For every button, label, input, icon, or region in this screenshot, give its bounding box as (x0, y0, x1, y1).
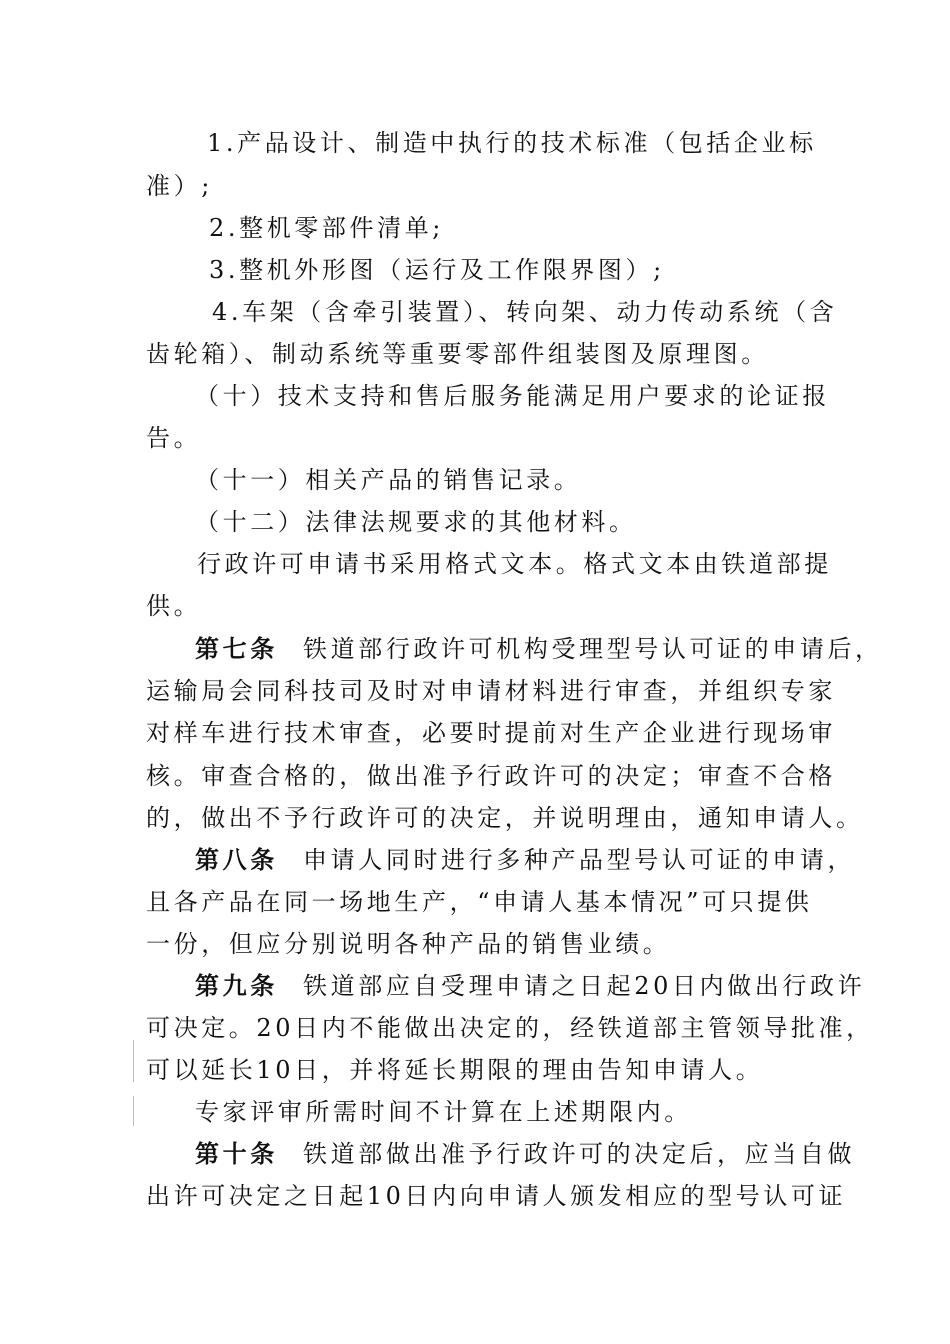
text-line: 一份，但应分别说明各种产品的销售业绩。 (146, 930, 671, 958)
text-line: 运输局会同科技司及时对申请材料进行审查，并组织专家 (146, 677, 836, 705)
text-line: （十一）相关产品的销售记录。 (195, 466, 582, 494)
text-line: （十二）法律法规要求的其他材料。 (195, 508, 637, 536)
article-text: 申请人同时进行多种产品型号认可证的申请， (303, 846, 856, 874)
text-line: 核。审查合格的，做出准予行政许可的决定；审查不合格 (146, 762, 836, 790)
article-text: 铁道部做出准予行政许可的决定后，应当自做 (303, 1140, 856, 1168)
text-line: 准）; (146, 172, 213, 200)
article-text: 铁道部行政许可机构受理型号认可证的申请后， (303, 635, 883, 663)
text-line: 3.整机外形图（运行及工作限界图）; (209, 256, 665, 284)
article-line (195, 971, 865, 1001)
article-text: 铁道部应自受理申请之日起20日内做出行政许 (303, 972, 866, 1000)
text-line: 供。 (146, 592, 202, 620)
text-line: 专家评审所需时间不计算在上述期限内。 (195, 1098, 692, 1126)
text-line: 4.车架（含牵引装置）、转向架、动力传动系统（含 (212, 298, 838, 326)
text-line: 齿轮箱）、制动系统等重要零部件组装图及原理图。 (146, 340, 769, 368)
text-line: 可以延长10日，并将延长期限的理由告知申请人。 (146, 1056, 764, 1084)
text-line: （十）技术支持和售后服务能满足用户要求的论证报 (195, 382, 830, 410)
change-bar (133, 1096, 134, 1126)
text-line: 的，做出不予行政许可的决定，并说明理由，通知申请人。 (146, 804, 864, 832)
article-heading: 第九条 (195, 971, 278, 1000)
article-line (195, 1139, 855, 1169)
article-heading: 第八条 (195, 845, 278, 874)
text-line: 对样车进行技术审查，必要时提前对生产企业进行现场审 (146, 719, 836, 747)
text-line: 告。 (146, 424, 202, 452)
article-line (195, 845, 855, 875)
change-bar (133, 1040, 134, 1082)
text-line: 行政许可申请书采用格式文本。格式文本由铁道部提 (197, 550, 832, 578)
article-heading: 第十条 (195, 1139, 278, 1168)
article-line (195, 634, 883, 664)
text-line: 可决定。20日内不能做出决定的，经铁道部主管领导批准， (146, 1014, 874, 1042)
text-line: 且各产品在同一场地生产，“申请人基本情况”可只提供 (146, 888, 813, 916)
text-line: 2.整机零部件清单; (209, 214, 444, 242)
text-line: 出许可决定之日起10日内向申请人颁发相应的型号认可证 (146, 1182, 847, 1210)
text-line: 1.产品设计、制造中执行的技术标准（包括企业标 (207, 129, 817, 157)
article-heading: 第七条 (195, 634, 278, 663)
